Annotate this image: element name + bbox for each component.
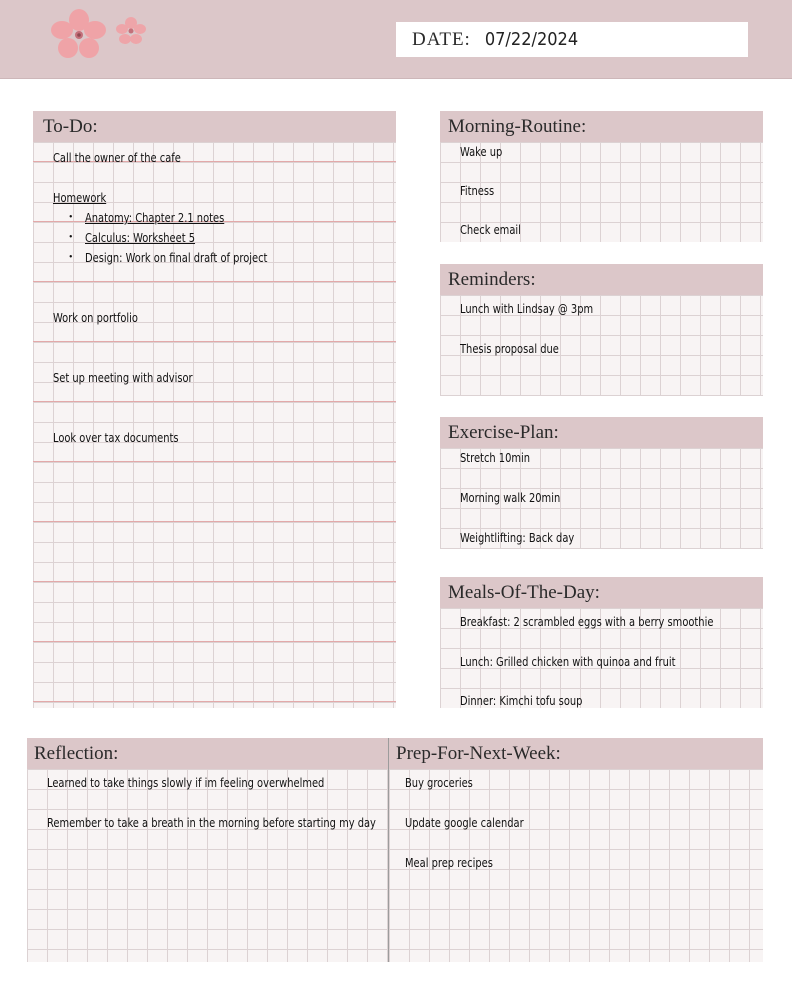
todo-subitem[interactable] bbox=[69, 230, 210, 245]
exercise-item[interactable]: Weightlifting: Back day bbox=[460, 530, 575, 545]
bullet-icon: • bbox=[69, 252, 73, 263]
todo-item[interactable]: Work on portfolio bbox=[53, 310, 138, 325]
morning-item[interactable]: Fitness bbox=[460, 183, 495, 198]
bullet-icon: • bbox=[69, 212, 73, 223]
todo-title: To-Do: bbox=[33, 111, 396, 142]
prep-panel bbox=[389, 738, 763, 962]
reflection-panel bbox=[27, 738, 389, 962]
exercise-plan-panel bbox=[440, 417, 763, 549]
reminders-panel bbox=[440, 264, 763, 396]
reminders-title: Reminders: bbox=[440, 264, 763, 295]
date-field[interactable] bbox=[396, 22, 748, 57]
meal-item[interactable]: Breakfast: 2 scrambled eggs with a berry smoothie bbox=[460, 614, 714, 629]
prep-item[interactable]: Update google calendar bbox=[405, 815, 524, 830]
meals-panel bbox=[440, 577, 763, 708]
reflection-title: Reflection: bbox=[27, 738, 389, 769]
reflection-grid bbox=[27, 769, 389, 962]
todo-subitem-label: Calculus: Worksheet 5 bbox=[85, 230, 196, 245]
meals-grid bbox=[440, 608, 763, 708]
todo-subitem[interactable] bbox=[69, 210, 243, 225]
exercise-plan-grid bbox=[440, 448, 763, 549]
date-value[interactable]: 07/22/2024 bbox=[484, 29, 579, 50]
bullet-icon: • bbox=[69, 232, 73, 243]
reminder-item[interactable]: Thesis proposal due bbox=[460, 341, 559, 356]
prep-grid bbox=[389, 769, 763, 962]
date-label: DATE: bbox=[412, 28, 471, 50]
flower-icon bbox=[50, 8, 108, 60]
reminder-item[interactable]: Lunch with Lindsay @ 3pm bbox=[460, 301, 594, 316]
reflection-item[interactable]: Learned to take things slowly if im feeling overwhelmed bbox=[47, 775, 325, 790]
exercise-item[interactable]: Morning walk 20min bbox=[460, 490, 561, 505]
todo-grid bbox=[33, 142, 396, 708]
prep-title: Prep-For-Next-Week: bbox=[389, 738, 763, 769]
prep-item[interactable]: Meal prep recipes bbox=[405, 855, 493, 870]
section-divider bbox=[388, 738, 389, 962]
morning-routine-panel bbox=[440, 111, 763, 242]
todo-subitem-label: Design: Work on final draft of project bbox=[85, 250, 268, 265]
reminders-grid bbox=[440, 295, 763, 396]
small-flower-icon bbox=[115, 16, 147, 46]
exercise-item[interactable]: Stretch 10min bbox=[460, 450, 531, 465]
meal-item[interactable]: Lunch: Grilled chicken with quinoa and fruit bbox=[460, 654, 676, 669]
reflection-item[interactable]: Remember to take a breath in the morning before starting my day bbox=[47, 815, 376, 830]
todo-item-homework[interactable]: Homework bbox=[53, 190, 107, 205]
todo-panel bbox=[33, 111, 396, 708]
header-band bbox=[0, 0, 792, 79]
todo-item[interactable]: Call the owner of the cafe bbox=[53, 150, 181, 165]
meals-title: Meals-Of-The-Day: bbox=[440, 577, 763, 608]
exercise-plan-title: Exercise-Plan: bbox=[440, 417, 763, 448]
morning-item[interactable]: Check email bbox=[460, 222, 521, 237]
morning-item[interactable]: Wake up bbox=[460, 144, 503, 159]
morning-routine-title: Morning-Routine: bbox=[440, 111, 763, 142]
todo-item[interactable]: Look over tax documents bbox=[53, 430, 179, 445]
prep-item[interactable]: Buy groceries bbox=[405, 775, 473, 790]
todo-subitem-label: Anatomy: Chapter 2.1 notes bbox=[85, 210, 225, 225]
todo-subitem[interactable] bbox=[69, 250, 292, 265]
morning-routine-grid bbox=[440, 142, 763, 242]
todo-item[interactable]: Set up meeting with advisor bbox=[53, 370, 193, 385]
meal-item[interactable]: Dinner: Kimchi tofu soup bbox=[460, 693, 583, 708]
